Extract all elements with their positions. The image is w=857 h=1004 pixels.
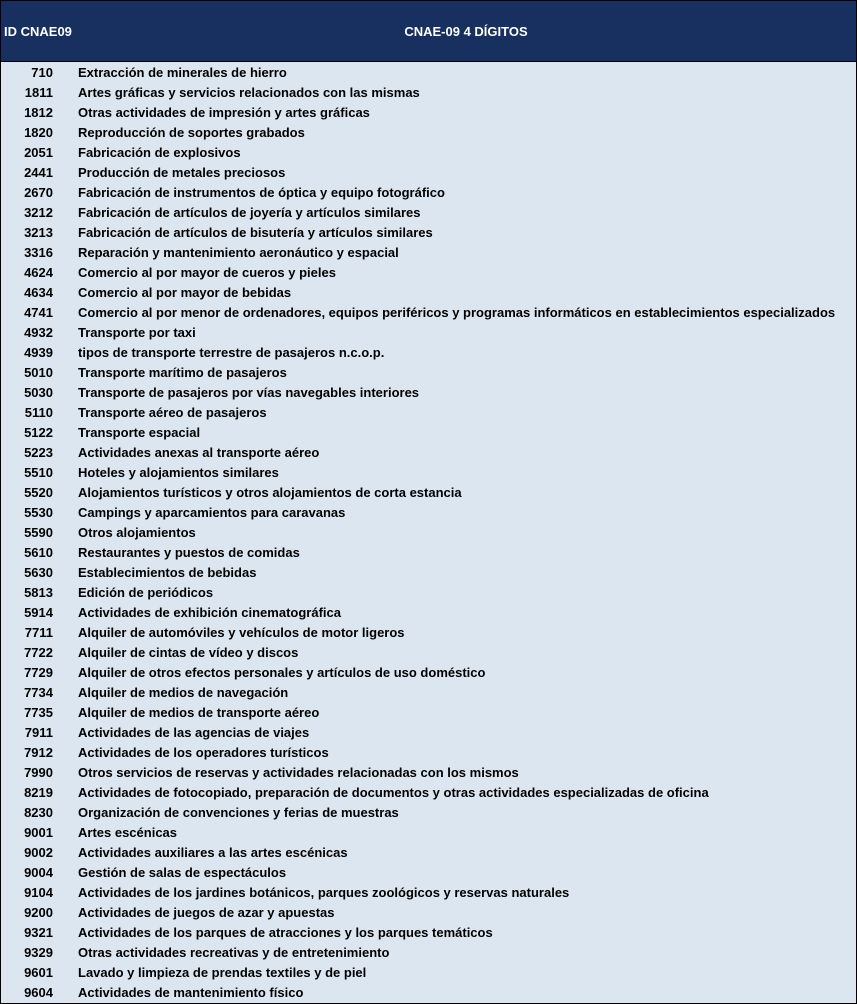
table-row — [1, 163, 856, 183]
row-description: Transporte aéreo de pasajeros — [78, 405, 267, 420]
row-code: 8230 — [24, 805, 53, 820]
row-code: 9001 — [24, 825, 53, 840]
table-row — [1, 683, 856, 703]
row-code: 1811 — [24, 85, 53, 100]
row-code: 5510 — [24, 465, 53, 480]
table-row — [1, 423, 856, 443]
table-row — [1, 603, 856, 623]
row-description: Actividades anexas al transporte aéreo — [78, 445, 320, 460]
row-code: 4939 — [24, 345, 53, 360]
table-row — [1, 183, 856, 203]
row-code: 9604 — [24, 985, 53, 1000]
row-code: 5030 — [24, 385, 53, 400]
table-row — [1, 123, 856, 143]
row-description: Otras actividades recreativas y de entretenimiento — [78, 945, 390, 960]
row-code: 2670 — [24, 185, 53, 200]
table-row — [1, 483, 856, 503]
table-row — [1, 963, 856, 983]
row-description: Campings y aparcamientos para caravanas — [78, 505, 346, 520]
table-row — [1, 463, 856, 483]
row-code: 2441 — [24, 165, 53, 180]
row-description: Actividades de mantenimiento físico — [78, 985, 304, 1000]
column-header-description: CNAE-09 4 DÍGITOS — [404, 24, 528, 39]
row-code: 1820 — [24, 125, 53, 140]
row-code: 5010 — [24, 365, 53, 380]
row-description: Producción de metales preciosos — [78, 165, 286, 180]
table-row — [1, 363, 856, 383]
table-body — [1, 63, 856, 1003]
row-description: Extracción de minerales de hierro — [78, 65, 287, 80]
row-description: Alquiler de medios de navegación — [78, 685, 289, 700]
table-row — [1, 343, 856, 363]
table-row — [1, 563, 856, 583]
row-description: Otros alojamientos — [78, 525, 196, 540]
row-description: Otras actividades de impresión y artes gráficas — [78, 105, 370, 120]
row-description: Organización de convenciones y ferias de muestras — [78, 805, 399, 820]
row-description: Lavado y limpieza de prendas textiles y de piel — [78, 965, 367, 980]
row-code: 9601 — [24, 965, 53, 980]
row-code: 7911 — [24, 725, 53, 740]
row-description: Alquiler de medios de transporte aéreo — [78, 705, 320, 720]
row-code: 9002 — [24, 845, 53, 860]
row-description: Restaurantes y puestos de comidas — [78, 545, 300, 560]
table-row — [1, 403, 856, 423]
row-code: 7711 — [24, 625, 53, 640]
row-code: 2051 — [24, 145, 53, 160]
table-row — [1, 223, 856, 243]
row-description: Transporte espacial — [78, 425, 201, 440]
row-code: 4624 — [24, 265, 53, 280]
row-description: Alquiler de cintas de vídeo y discos — [78, 645, 299, 660]
row-code: 7722 — [24, 645, 53, 660]
table-row — [1, 783, 856, 803]
table-row — [1, 143, 856, 163]
row-description: Comercio al por menor de ordenadores, equipos periféricos y programas informáticos en establecimientos especializados — [78, 305, 836, 320]
row-code: 5610 — [24, 545, 53, 560]
table-row — [1, 943, 856, 963]
row-code: 4741 — [24, 305, 53, 320]
row-code: 7734 — [24, 685, 53, 700]
table-row — [1, 863, 856, 883]
row-code: 5520 — [24, 485, 53, 500]
row-code: 3213 — [24, 225, 53, 240]
table-row — [1, 443, 856, 463]
table-row — [1, 503, 856, 523]
row-code: 9321 — [24, 925, 53, 940]
row-description: Edición de periódicos — [78, 585, 214, 600]
table-row — [1, 923, 856, 943]
row-description: Actividades de fotocopiado, preparación de documentos y otras actividades especializadas de oficina — [78, 785, 709, 800]
row-code: 5530 — [24, 505, 53, 520]
row-description: Establecimientos de bebidas — [78, 565, 257, 580]
row-description: Alojamientos turísticos y otros alojamientos de corta estancia — [78, 485, 462, 500]
table-row — [1, 583, 856, 603]
row-code: 5122 — [24, 425, 53, 440]
row-code: 7735 — [24, 705, 53, 720]
row-code: 9104 — [24, 885, 53, 900]
row-description: Artes escénicas — [78, 825, 178, 840]
row-code: 4932 — [24, 325, 53, 340]
table-row — [1, 803, 856, 823]
row-description: Actividades de los operadores turísticos — [78, 745, 329, 760]
row-description: Fabricación de artículos de joyería y artículos similares — [78, 205, 421, 220]
row-description: Actividades de las agencias de viajes — [78, 725, 310, 740]
row-description: Actividades de los jardines botánicos, parques zoológicos y reservas naturales — [78, 885, 570, 900]
row-description: Transporte de pasajeros por vías navegables interiores — [78, 385, 420, 400]
row-description: Fabricación de instrumentos de óptica y equipo fotográfico — [78, 185, 445, 200]
table-row — [1, 643, 856, 663]
table-row — [1, 243, 856, 263]
row-description: Actividades auxiliares a las artes escénicas — [78, 845, 348, 860]
table-row — [1, 83, 856, 103]
row-description: Actividades de juegos de azar y apuestas — [78, 905, 335, 920]
row-code: 3316 — [24, 245, 53, 260]
table-row — [1, 543, 856, 563]
table-row — [1, 823, 856, 843]
row-description: Alquiler de otros efectos personales y artículos de uso doméstico — [78, 665, 486, 680]
table-row — [1, 663, 856, 683]
table-row — [1, 283, 856, 303]
table-row — [1, 883, 856, 903]
row-description: Hoteles y alojamientos similares — [78, 465, 279, 480]
row-description: Artes gráficas y servicios relacionados con las mismas — [78, 85, 420, 100]
table-row — [1, 263, 856, 283]
row-code: 9329 — [24, 945, 53, 960]
row-code: 7729 — [24, 665, 53, 680]
row-code: 7990 — [24, 765, 53, 780]
row-description: tipos de transporte terrestre de pasajeros n.c.o.p. — [78, 345, 385, 360]
row-code: 5110 — [24, 405, 53, 420]
table-row — [1, 203, 856, 223]
row-description: Transporte marítimo de pasajeros — [78, 365, 287, 380]
row-description: Reparación y mantenimiento aeronáutico y espacial — [78, 245, 399, 260]
row-description: Actividades de exhibición cinematográfica — [78, 605, 341, 620]
row-code: 4634 — [24, 285, 53, 300]
row-code: 5590 — [24, 525, 53, 540]
column-header-id: ID CNAE09 — [4, 24, 72, 39]
table-row — [1, 63, 856, 83]
row-code: 8219 — [24, 785, 53, 800]
row-description: Fabricación de artículos de bisutería y artículos similares — [78, 225, 433, 240]
row-description: Alquiler de automóviles y vehículos de motor ligeros — [78, 625, 405, 640]
row-description: Comercio al por mayor de bebidas — [78, 285, 292, 300]
row-description: Actividades de los parques de atracciones y los parques temáticos — [78, 925, 493, 940]
table-row — [1, 703, 856, 723]
row-description: Comercio al por mayor de cueros y pieles — [78, 265, 336, 280]
table-row — [1, 303, 856, 323]
table-row — [1, 843, 856, 863]
table-row — [1, 103, 856, 123]
row-code: 5630 — [24, 565, 53, 580]
row-description: Otros servicios de reservas y actividades relacionadas con los mismos — [78, 765, 519, 780]
row-description: Transporte por taxi — [78, 325, 196, 340]
table-row — [1, 903, 856, 923]
row-code: 3212 — [24, 205, 53, 220]
table-row — [1, 523, 856, 543]
row-code: 9200 — [24, 905, 53, 920]
table-row — [1, 383, 856, 403]
row-code: 710 — [31, 65, 53, 80]
table-row — [1, 763, 856, 783]
table-row — [1, 743, 856, 763]
row-description: Gestión de salas de espectáculos — [78, 865, 287, 880]
row-description: Fabricación de explosivos — [78, 145, 241, 160]
row-code: 5813 — [24, 585, 53, 600]
row-code: 9004 — [24, 865, 53, 880]
row-code: 1812 — [24, 105, 53, 120]
row-code: 7912 — [24, 745, 53, 760]
row-code: 5914 — [24, 605, 53, 620]
table-header — [1, 1, 856, 62]
table-row — [1, 723, 856, 743]
row-code: 5223 — [24, 445, 53, 460]
row-description: Reproducción de soportes grabados — [78, 125, 305, 140]
table-row — [1, 623, 856, 643]
table-row — [1, 983, 856, 1003]
table-row — [1, 323, 856, 343]
